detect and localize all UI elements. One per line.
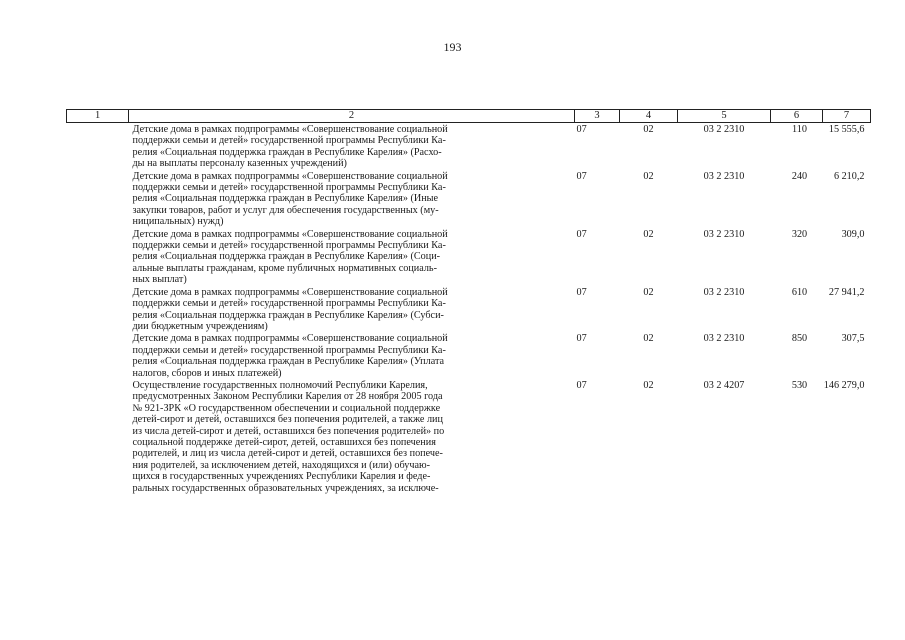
row-amount-cell: 15 555,6 (828, 124, 865, 135)
row-name-cell (129, 228, 575, 286)
row-name-line: поддержки семьи и детей» государственной программы Республики Ка- (132, 344, 446, 356)
row-name-cell (129, 286, 575, 333)
row-name-cell (129, 123, 575, 170)
row-name-cell (129, 332, 575, 379)
row-name-line: релия «Социальная поддержка граждан в Республике Карелия» (Иные (132, 193, 439, 205)
row-amount-cell: 27 941,2 (828, 286, 865, 298)
row-name-line: Детские дома в рамках подпрограммы «Совершенствование социальной (132, 124, 448, 135)
row-name-line: социальной поддержке детей-сирот, детей, оставшихся без попечения (132, 436, 436, 448)
row-section-cell: 07 (576, 286, 587, 298)
row-code-cell (67, 286, 129, 333)
header-col-5: 5 (678, 110, 771, 123)
table-row (67, 123, 871, 170)
row-expense-type-cell: 320 (791, 228, 808, 240)
row-name-cell (129, 379, 575, 494)
row-article-cell: 03 2 2310 (703, 228, 745, 240)
row-subsection-cell: 02 (643, 286, 654, 298)
header-col-4: 4 (620, 110, 678, 123)
row-section-cell: 07 (576, 170, 587, 182)
row-code-cell (67, 379, 129, 494)
budget-table (66, 109, 871, 494)
row-section-cell: 07 (576, 228, 587, 240)
row-name-line: альные выплаты гражданам, кроме публичных нормативных социаль- (132, 262, 437, 274)
row-subsection-cell: 02 (643, 124, 654, 135)
row-article-cell: 03 2 2310 (703, 170, 745, 182)
table-row (67, 286, 871, 333)
header-col-2: 2 (129, 110, 575, 123)
row-amount-cell: 146 279,0 (823, 379, 865, 391)
row-name-line: Детские дома в рамках подпрограммы «Совершенствование социальной (132, 170, 448, 182)
row-expense-type-cell: 610 (791, 286, 808, 298)
row-name-line: поддержки семьи и детей» государственной программы Республики Ка- (132, 135, 446, 147)
row-name-line: № 921-ЗРК «О государственном обеспечении и социальной поддержке (132, 402, 441, 414)
row-name-line: щихся в государственных учреждениях Республики Карелия и феде- (132, 471, 431, 483)
table-body (67, 123, 871, 495)
row-name-line: ральных государственных образовательных учреждениях, за исключе- (132, 482, 439, 494)
row-name-line: дии бюджетным учреждениям) (132, 320, 268, 332)
row-name-line: Детские дома в рамках подпрограммы «Совершенствование социальной (132, 286, 448, 298)
row-name-line: из числа детей-сирот и детей, оставшихся без попечения родителей» по (132, 425, 445, 437)
row-article-cell: 03 2 2310 (703, 286, 745, 298)
row-name-line: релия «Социальная поддержка граждан в Республике Карелия» (Уплата (132, 356, 445, 368)
row-section-cell: 07 (576, 124, 587, 135)
row-name-cell (129, 170, 575, 228)
row-expense-type-cell: 240 (791, 170, 808, 182)
row-article-cell: 03 2 2310 (703, 124, 745, 135)
row-name-line: ных выплат) (132, 274, 187, 286)
header-row (67, 110, 871, 123)
row-name-line: ды на выплаты персоналу казенных учреждений) (132, 158, 347, 170)
row-amount-cell: 309,0 (841, 228, 865, 240)
row-name-line: поддержки семьи и детей» государственной программы Республики Ка- (132, 182, 446, 194)
row-name-line: Детские дома в рамках подпрограммы «Совершенствование социальной (132, 228, 448, 240)
table-row (67, 332, 871, 379)
table-row (67, 379, 871, 494)
row-name-line: поддержки семьи и детей» государственной программы Республики Ка- (132, 298, 446, 310)
row-section-cell: 07 (576, 333, 587, 345)
row-name-line: релия «Социальная поддержка граждан в Республике Карелия» (Соци- (132, 251, 441, 263)
table-header (67, 110, 871, 123)
row-name-line: релия «Социальная поддержка граждан в Республике Карелия» (Расхо- (132, 146, 442, 158)
row-expense-type-cell: 530 (791, 379, 808, 391)
row-name-line: поддержки семьи и детей» государственной программы Республики Ка- (132, 240, 446, 252)
row-subsection-cell: 02 (643, 228, 654, 240)
row-subsection-cell: 02 (643, 333, 654, 345)
row-name-line: релия «Социальная поддержка граждан в Республике Карелия» (Субси- (132, 309, 444, 321)
table-row (67, 228, 871, 286)
header-col-3: 3 (575, 110, 620, 123)
row-amount-cell: 6 210,2 (833, 170, 865, 182)
row-name-line: Детские дома в рамках подпрограммы «Совершенствование социальной (132, 333, 448, 345)
row-code-cell (67, 332, 129, 379)
header-col-1: 1 (67, 110, 129, 123)
row-article-cell: 03 2 2310 (703, 333, 745, 345)
row-amount-cell: 307,5 (841, 333, 865, 345)
table-row (67, 170, 871, 228)
row-name-line: родителей, и лиц из числа детей-сирот и детей, оставшихся без попече- (132, 448, 443, 460)
row-name-line: закупки товаров, работ и услуг для обеспечения государственных (му- (132, 204, 439, 216)
header-col-7: 7 (823, 110, 871, 123)
row-name-line: ния родителей, за исключением детей, находящихся и (или) обучаю- (132, 459, 431, 471)
row-name-line: предусмотренных Законом Республики Карелия от 28 ноября 2005 года (132, 391, 443, 403)
row-expense-type-cell: 850 (791, 333, 808, 345)
row-name-line: детей-сирот и детей, оставшихся без попечения родителей, а также лиц (132, 414, 443, 426)
row-name-line: налогов, сборов и иных платежей) (132, 367, 282, 379)
row-subsection-cell: 02 (643, 170, 654, 182)
row-section-cell: 07 (576, 379, 587, 391)
row-code-cell (67, 123, 129, 170)
row-code-cell (67, 170, 129, 228)
row-code-cell (67, 228, 129, 286)
row-article-cell: 03 2 4207 (703, 379, 745, 391)
row-subsection-cell: 02 (643, 379, 654, 391)
row-name-line: Осуществление государственных полномочий Республики Карелия, (132, 379, 428, 391)
row-expense-type-cell: 110 (792, 124, 807, 135)
row-name-line: ниципальных) нужд) (132, 216, 224, 228)
header-col-6: 6 (771, 110, 823, 123)
page-number: 193 (443, 40, 462, 54)
